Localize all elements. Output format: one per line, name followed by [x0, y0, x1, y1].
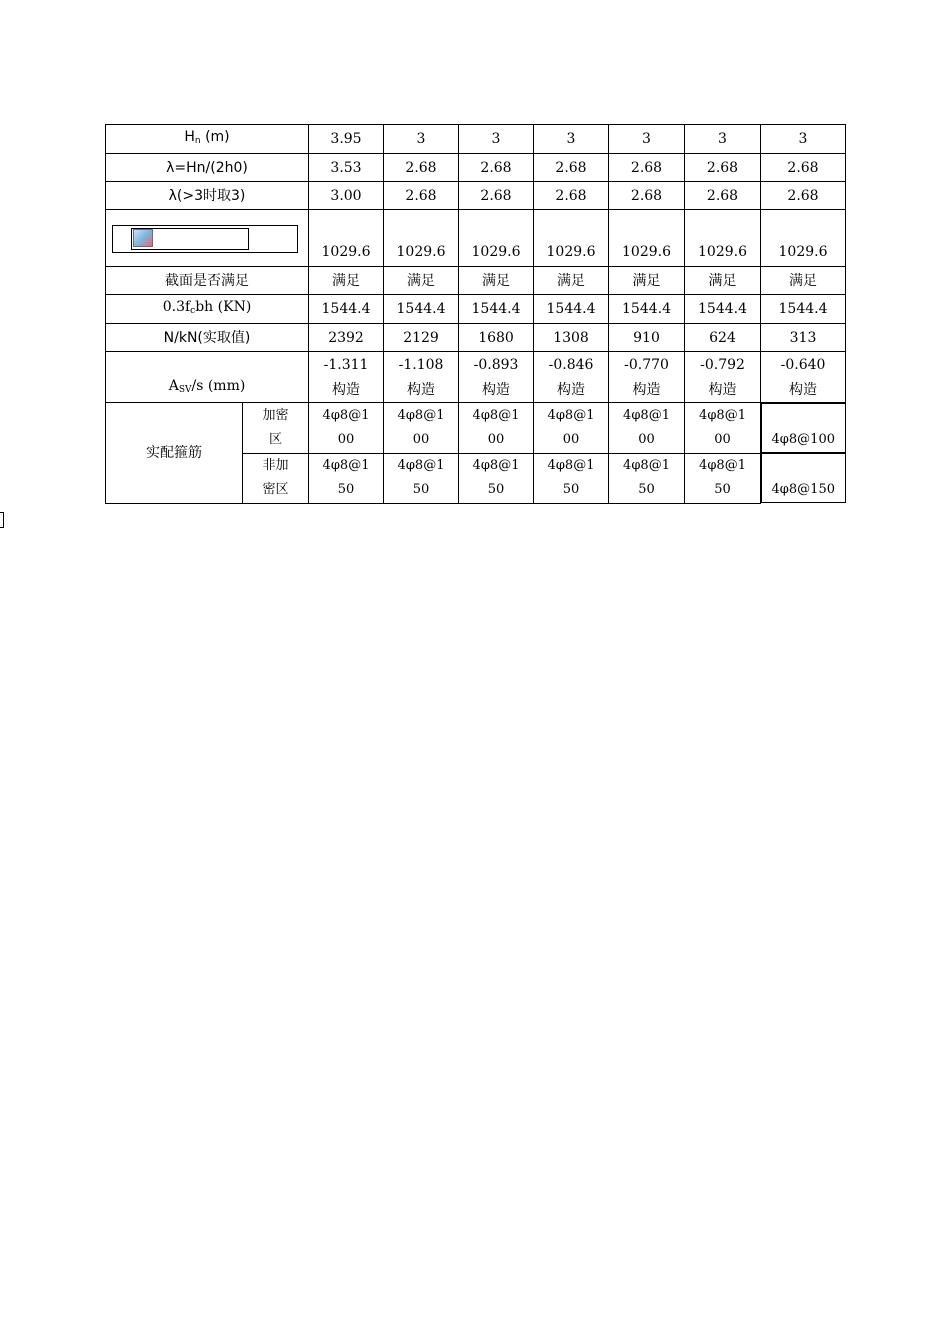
cell: 2.68 [761, 182, 846, 210]
cell: 1308 [534, 324, 609, 352]
row-hn-label: $H_n$ (m) [106, 125, 309, 154]
cell: 624 [685, 324, 761, 352]
row-lambda-cap-label: λ(>3时取3) [106, 182, 309, 210]
cell: 3.95 [309, 125, 384, 154]
cell: 4φ8@1 50 [685, 453, 761, 503]
cell: 1544.4 [609, 295, 685, 324]
cell: 4φ8@1 00 [685, 403, 761, 454]
cell: 1544.4 [384, 295, 459, 324]
cell: 2392 [309, 324, 384, 352]
cell: 1544.4 [459, 295, 534, 324]
formula-image-cell [106, 210, 309, 267]
cell: 4φ8@1 00 [534, 403, 609, 454]
cell: 4φ8@1 50 [309, 453, 384, 503]
cell: 3 [761, 125, 846, 154]
cell: 1544.4 [309, 295, 384, 324]
cell: 构造 [761, 378, 846, 403]
cell: 满足 [534, 267, 609, 295]
cell: 1029.6 [609, 210, 685, 267]
cell: 4φ8@1 00 [384, 403, 459, 454]
cell: -1.311 [309, 352, 384, 379]
cell: 4φ8@150 [761, 453, 846, 503]
cell: 910 [609, 324, 685, 352]
cell: 2.68 [384, 154, 459, 182]
cell: 1029.6 [685, 210, 761, 267]
cell: 满足 [685, 267, 761, 295]
cell: 2.68 [685, 154, 761, 182]
row-asv [106, 352, 846, 379]
cell: 3 [609, 125, 685, 154]
row-lambda-label: λ=Hn/(2h0) [106, 154, 309, 182]
cell: 4φ8@1 50 [459, 453, 534, 503]
cell: 2.68 [534, 182, 609, 210]
cell: 满足 [309, 267, 384, 295]
cell: 1029.6 [459, 210, 534, 267]
cell: -0.640 [761, 352, 846, 379]
cell: -0.893 [459, 352, 534, 379]
cell: 构造 [309, 378, 384, 403]
cell: 3 [534, 125, 609, 154]
cell: 1544.4 [761, 295, 846, 324]
cell: 满足 [609, 267, 685, 295]
cell: 构造 [685, 378, 761, 403]
cell: 2.68 [384, 182, 459, 210]
cell: 1544.4 [685, 295, 761, 324]
cell: -0.846 [534, 352, 609, 379]
cell: 4φ8@1 00 [459, 403, 534, 454]
row-lambda-cap [106, 182, 846, 210]
cell: 1029.6 [534, 210, 609, 267]
cell: 构造 [609, 378, 685, 403]
cell: 3 [384, 125, 459, 154]
row-n [106, 324, 846, 352]
cell: 2129 [384, 324, 459, 352]
cell: 2.68 [459, 182, 534, 210]
row-stirrup-dense [106, 403, 846, 454]
cell: 4φ8@1 50 [609, 453, 685, 503]
row-section-ok [106, 267, 846, 295]
broken-image-placeholder [112, 225, 298, 253]
cell: 4φ8@1 00 [309, 403, 384, 454]
cell: 构造 [534, 378, 609, 403]
row-03fcbh [106, 295, 846, 324]
row-hn [106, 125, 846, 154]
cell: 313 [761, 324, 846, 352]
loose-zone-label: 非加 密区 [243, 453, 309, 503]
cell: 2.68 [609, 154, 685, 182]
cell: 满足 [459, 267, 534, 295]
row-n-label: N/kN(实取值) [106, 324, 309, 352]
cell: 1029.6 [309, 210, 384, 267]
row-section-ok-label: 截面是否满足 [106, 267, 309, 295]
cell: 1029.6 [384, 210, 459, 267]
cell: 3.53 [309, 154, 384, 182]
cell: 2.68 [459, 154, 534, 182]
cell: 1544.4 [534, 295, 609, 324]
cell: 3.00 [309, 182, 384, 210]
row-stirrup-label: 实配箍筋 [106, 403, 243, 504]
cell: 2.68 [534, 154, 609, 182]
cell: 4φ8@1 00 [609, 403, 685, 454]
cell: 构造 [384, 378, 459, 403]
cell: 3 [459, 125, 534, 154]
cell: 1029.6 [761, 210, 846, 267]
cell: 2.68 [685, 182, 761, 210]
cell: -0.792 [685, 352, 761, 379]
cell: -0.770 [609, 352, 685, 379]
cell: 4φ8@100 [761, 403, 846, 453]
row-formula-image [106, 210, 846, 267]
cell: 4φ8@1 50 [384, 453, 459, 503]
cell: 满足 [384, 267, 459, 295]
stray-bracket-mark [0, 512, 4, 528]
calc-table [105, 124, 846, 504]
cell: 3 [685, 125, 761, 154]
cell: 1680 [459, 324, 534, 352]
cell: -1.108 [384, 352, 459, 379]
row-lambda [106, 154, 846, 182]
cell: 2.68 [761, 154, 846, 182]
cell: 2.68 [609, 182, 685, 210]
dense-zone-label: 加密 区 [243, 403, 309, 454]
row-03fcbh-label: $0.3f_cbh$ (KN) [106, 295, 309, 324]
cell: 构造 [459, 378, 534, 403]
broken-image-icon [133, 229, 153, 247]
row-asv-label: $A_{SV}/s$ (mm) [106, 352, 309, 403]
cell: 满足 [761, 267, 846, 295]
cell: 4φ8@1 50 [534, 453, 609, 503]
